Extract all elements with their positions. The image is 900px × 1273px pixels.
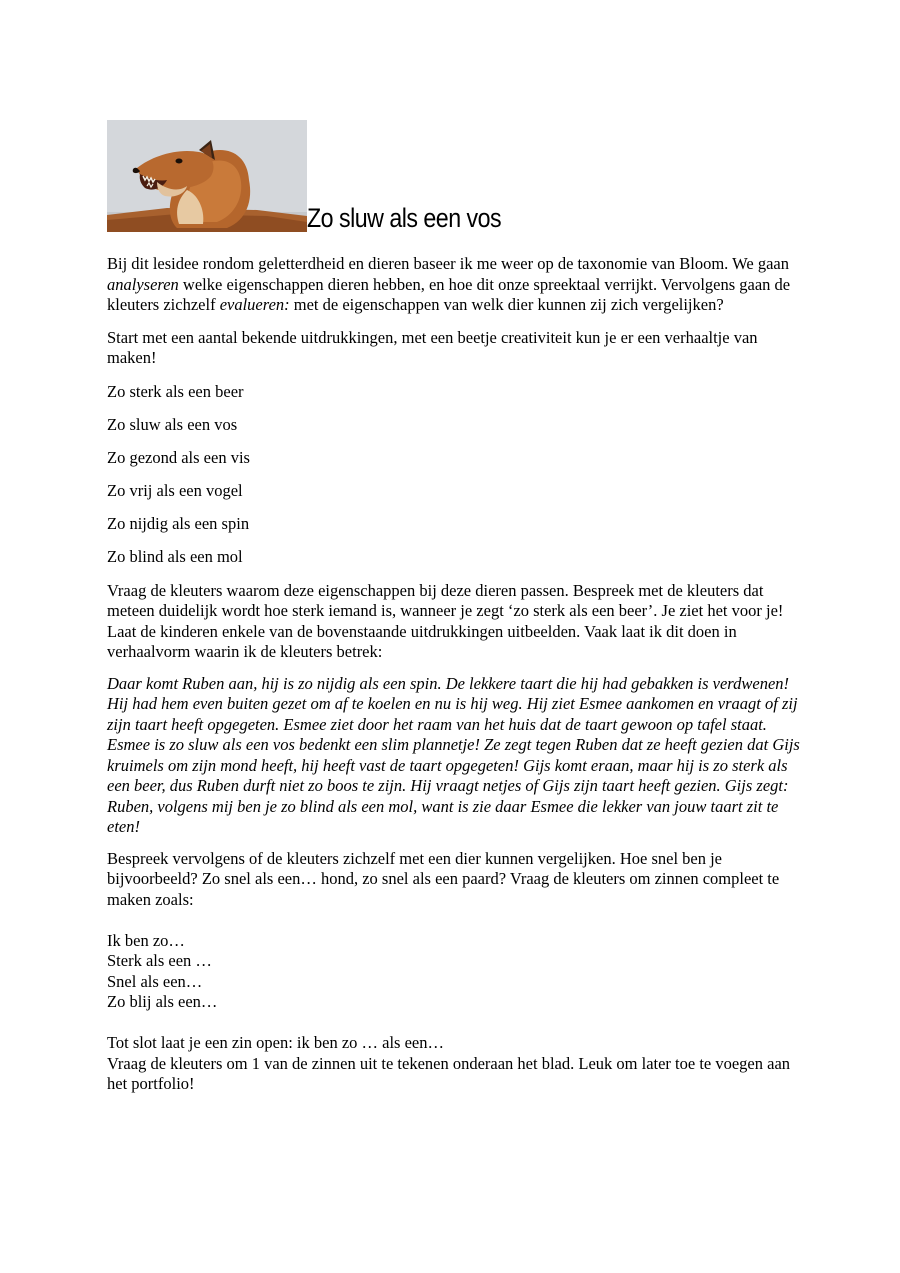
intro-text-1: Bij dit lesidee rondom geletterdheid en dieren baseer ik me weer op de taxonomie van Bloom. We gaan: [107, 254, 789, 273]
intro-text-2: welke eigenschappen dieren hebben, en hoe dit onze spreektaal verrijkt. Vervolgens gaan de kleuters zichzelf: [107, 274, 791, 314]
document-body: [107, 254, 807, 1095]
fox-photo: [107, 120, 307, 232]
sentence-item: Snel als een…: [107, 971, 203, 991]
intro-text-3: met de eigenschappen van welk dier kunnen zij zich vergelijken?: [289, 295, 724, 314]
expression-item: Zo blind als een mol: [107, 547, 243, 567]
spacer: [107, 1013, 807, 1034]
sentence-item: Sterk als een …: [107, 951, 212, 971]
intro-emphasis-evalueren: evalueren:: [219, 295, 290, 314]
story-paragraph: Daar komt Ruben aan, hij is zo nijdig als een spin. De lekkere taart die hij had gebakken is verdwenen! Hij had hem even buiten gezet om af te koelen en nu is hij weg. Hij ziet Esmee aankomen en vraagt of zij zijn taart heeft opgegeten. Esmee ziet door het raam van het huis dat de taart gewoon op tafel staat. Esmee is zo sluw als een vos bedenkt een slim plannetje! Ze zegt tegen Ruben dat ze heeft gezien dat Gijs kruimels om zijn mond heeft, hij heeft vast de taart opgegeten! Gijs komt eraan, maar hij is zo sterk als een beer, dus Ruben durft niet zo boos te zijn. Hij vraagt netjes of Gijs zijn taart heeft gezien. Gijs zegt: Ruben, volgens mij ben je zo blind als een mol, want is zie daar Esmee die lekker van jouw taart zit te eten!: [107, 673, 800, 837]
spacer: [107, 910, 807, 931]
intro-emphasis-analyseren: analyseren: [107, 274, 179, 294]
compare-paragraph: Bespreek vervolgens of de kleuters zichzelf met een dier kunnen vergelijken. Hoe snel ben je bijvoorbeeld? Zo snel als een… hond, zo snel als een paard? Vraag de kleuters om zinnen compleet te maken zoals:: [107, 848, 780, 909]
closing-paragraph: Vraag de kleuters om 1 van de zinnen uit te tekenen onderaan het blad. Leuk om later toe te voegen aan het portfolio!: [107, 1053, 791, 1094]
question-paragraph: Vraag de kleuters waarom deze eigenschappen bij deze dieren passen. Bespreek met de kleuters dat meteen duidelijk wordt hoe sterk iemand is, wanneer je zegt ‘zo sterk als een beer’. Je ziet het voor je! Laat de kinderen enkele van de bovenstaande uitdrukkingen uitbeelden. Vaak laat ik dit doen in verhaalvorm waarin ik de kleuters betrek:: [107, 580, 784, 662]
expression-item: Zo gezond als een vis: [107, 447, 250, 467]
header: [107, 120, 807, 235]
page-title: Zo sluw als een vos: [307, 203, 502, 233]
intro-paragraph: [107, 254, 807, 316]
expression-item: Zo nijdig als een spin: [107, 514, 250, 534]
sentence-item: Ik ben zo…: [107, 930, 185, 950]
expression-item: Zo sterk als een beer: [107, 381, 244, 401]
expression-item: Zo vrij als een vogel: [107, 481, 243, 501]
start-paragraph: Start met een aantal bekende uitdrukkingen, met een beetje creativiteit kun je er een verhaaltje van maken!: [107, 327, 758, 367]
sentence-item: Zo blij als een…: [107, 992, 218, 1012]
fox-photo-icon: [107, 120, 307, 232]
expression-item: Zo sluw als een vos: [107, 414, 238, 434]
closing-line: Tot slot laat je een zin open: ik ben zo … als een…: [107, 1033, 444, 1053]
